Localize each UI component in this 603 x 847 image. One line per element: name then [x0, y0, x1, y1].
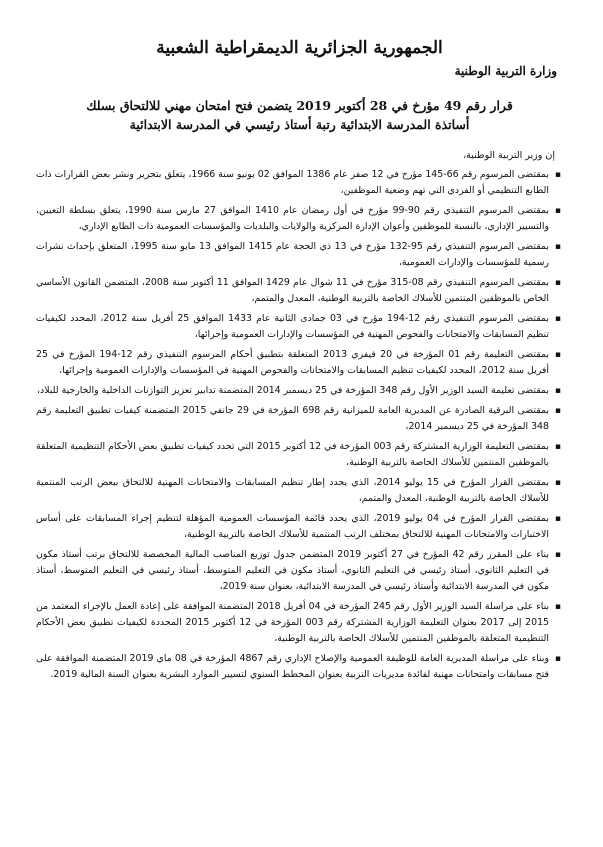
bullet-icon: ▪: [554, 386, 561, 396]
clause-text: بناء على مراسلة السيد الوزير الأول رقم 245 المؤرخة في 04 أفريل 2018 المتضمنة الموافقة على إعادة العمل بالإجراء المعتمد من 2015 إلى 2017 بعنوان التعليمة الوزارية المشتركة رقم 003 المؤرخة في 12 أكتوبر 2015 المحددة لكيفيات تطبيق بعض الأحكام التنظيمية المتعلقة بالموظفين المنتمين للأسلاك الخاصة بالتربية الوطنية،: [36, 601, 550, 644]
decision-title-line-2: أساتذة المدرسة الابتدائية رتبة أستاذ رئيسي في المدرسة الابتدائية: [129, 117, 470, 132]
decision-title: [36, 96, 563, 134]
bullet-icon: ▪: [554, 350, 561, 360]
clause-text: بمقتضى المرسوم التنفيذي رقم 12-194 مؤرخ في 03 جمادى الثانية عام 1433 الموافق 25 أفريل سنة 2012، المحدد لكيفيات تنظيم المسابقات والامتحانات والفحوص المهنية في المؤسسات والإدارات العمومية وإجرائها،: [36, 313, 549, 340]
clause-text: بمقتضى البرقية الصادرة عن المديرية العامة للميزانية رقم 698 المؤرخة في 29 جانفي 2015 المتضمنة كيفيات تطبيق التعليمة رقم 348 المؤرخة في 25 ديسمبر 2014،: [36, 405, 549, 432]
bullet-icon: ▪: [554, 654, 561, 664]
clause-text: بناء على المقرر رقم 42 المؤرخ في 27 أكتوبر 2019 المتضمن جدول توزيع المناصب المالية المخصصة للالتحاق برتب أستاذ مكون في التعليم الثانوي، أستاذ رئيسي في التعليم الثانوي، أستاذ مكون في التعليم المتوسط، أستاذ رئيسي في التعليم المتوسط، أستاذ مكون في المدرسة الابتدائية وأستاذ رئيسي في المدرسة الابتدائية، بعنوان سنة 2019،: [36, 549, 549, 592]
clause-item: [36, 547, 563, 595]
bullet-icon: ▪: [554, 206, 561, 216]
clause-item: [36, 311, 563, 343]
clause-item: [36, 475, 563, 507]
bullet-icon: ▪: [554, 442, 561, 452]
bullet-icon: ▪: [554, 602, 561, 612]
clause-item: [36, 275, 563, 307]
bullet-icon: ▪: [554, 550, 561, 560]
bullet-icon: ▪: [554, 314, 561, 324]
clause-text: بمقتضى القرار المؤرخ في 15 يوليو 2014، الذي يحدد إطار تنظيم المسابقات والامتحانات المهنية للالتحاق ببعض الرتب المنتمية للأسلاك الخاصة بالتربية الوطنية، المعدل والمتمم،: [36, 477, 549, 504]
bullet-icon: ▪: [554, 478, 561, 488]
clause-item: [36, 383, 563, 399]
clause-item: [36, 511, 563, 543]
bullet-icon: ▪: [554, 242, 561, 252]
clause-text: بمقتضى المرسوم التنفيذي رقم 95-132 مؤرخ في 13 ذي الحجة عام 1415 الموافق 13 مايو سنة 1995، المتعلق بإحداث نشرات رسمية للمؤسسات والإدارات العمومية،: [36, 241, 550, 268]
bullet-icon: ▪: [554, 514, 561, 524]
republic-heading: الجمهورية الجزائرية الديمقراطية الشعبية: [156, 38, 443, 58]
clause-item: [36, 439, 563, 471]
decision-title-line-1: قرار رقم 49 مؤرخ في 28 أكتوبر 2019 يتضمن فتح امتحان مهني للالتحاق بسلك: [86, 98, 513, 113]
ministry-heading: وزارة التربية الوطنية: [454, 64, 557, 78]
clause-text: بمقتضى المرسوم التنفيذي رقم 08-315 مؤرخ في 11 شوال عام 1429 الموافق 11 أكتوبر سنة 2008، المتضمن القانون الأساسي الخاص بالموظفين المنتمين للأسلاك الخاصة بالتربية الوطنية، المعدل والمتمم،: [36, 277, 550, 304]
clause-text: بمقتضى التعليمة رقم 01 المؤرخة في 20 فيفري 2013 المتعلقة بتطبيق أحكام المرسوم التنفيذي رقم 12-194 المؤرخ في 25 أفريل سنة 2012، المحدد لكيفيات تنظيم المسابقات والامتحانات والفحوص المهنية في المؤسسات والإدارات العمومية وإجرائها،: [36, 349, 549, 376]
clause-text: بمقتضى التعليمة الوزارية المشتركة رقم 003 المؤرخة في 12 أكتوبر 2015 التي تحدد كيفيات تطبيق بعض الأحكام التنظيمية المتعلقة بالموظفين المنتمين للأسلاك الخاصة بالتربية الوطنية،: [36, 441, 550, 468]
clause-item: [36, 239, 563, 271]
clause-item: [36, 403, 563, 435]
clause-item: [36, 347, 563, 379]
bullet-icon: ▪: [554, 170, 561, 180]
clause-text: بمقتضى تعليمة السيد الوزير الأول رقم 348 المؤرخة في 25 ديسمبر 2014 المتضمنة تدابير تعزيز التوازنات الداخلية والخارجية للبلاد،: [37, 385, 549, 396]
clause-item: [36, 167, 563, 199]
clause-text: بمقتضى المرسوم التنفيذي رقم 90-99 مؤرخ في أول رمضان عام 1410 الموافق 27 مارس سنة 1990، يتعلق بسلطة التعيين، والتسيير الإداري، بالنسبة للموظفين وأعوان الإدارة المركزية والولايات والبلديات والمؤسسات العمومية ذات الطابع الإداري،: [36, 205, 549, 232]
clause-text: بمقتضى القرار المؤرخ في 04 يوليو 2019، الذي يحدد قائمة المؤسسات العمومية المؤهلة لتنظيم إجراء المسابقات على أساس الاختبارات والامتحانات المهنية للالتحاق بمختلف الرتب المنتمية للأسلاك الخاصة بالتربية الوطنية،: [36, 513, 549, 540]
intro-line: إن وزير التربية الوطنية،: [463, 150, 555, 161]
bullet-icon: ▪: [554, 278, 561, 288]
clause-item: [36, 599, 563, 647]
clauses-list: [36, 167, 563, 683]
bullet-icon: ▪: [554, 406, 561, 416]
clause-item: [36, 203, 563, 235]
clause-item: [36, 651, 563, 683]
clause-text: وبناء على مراسلة المديرية العامة للوظيفة العمومية والإصلاح الإداري رقم 4867 المؤرخة في 08 ماي 2019 المتضمنة الموافقة على فتح مسابقات وامتحانات مهنية لفائدة مديريات التربية بعنوان المخطط السنوي لتسيير الموارد البشرية بعنوان السنة المالية 2019.: [36, 653, 549, 680]
clause-text: بمقتضى المرسوم رقم 66-145 مؤرخ في 12 صفر عام 1386 الموافق 02 يونيو سنة 1966، يتعلق بتحرير ونشر بعض القرارات ذات الطابع التنظيمي أو الفردي التي تهم وضعية الموظفين،: [36, 169, 549, 196]
